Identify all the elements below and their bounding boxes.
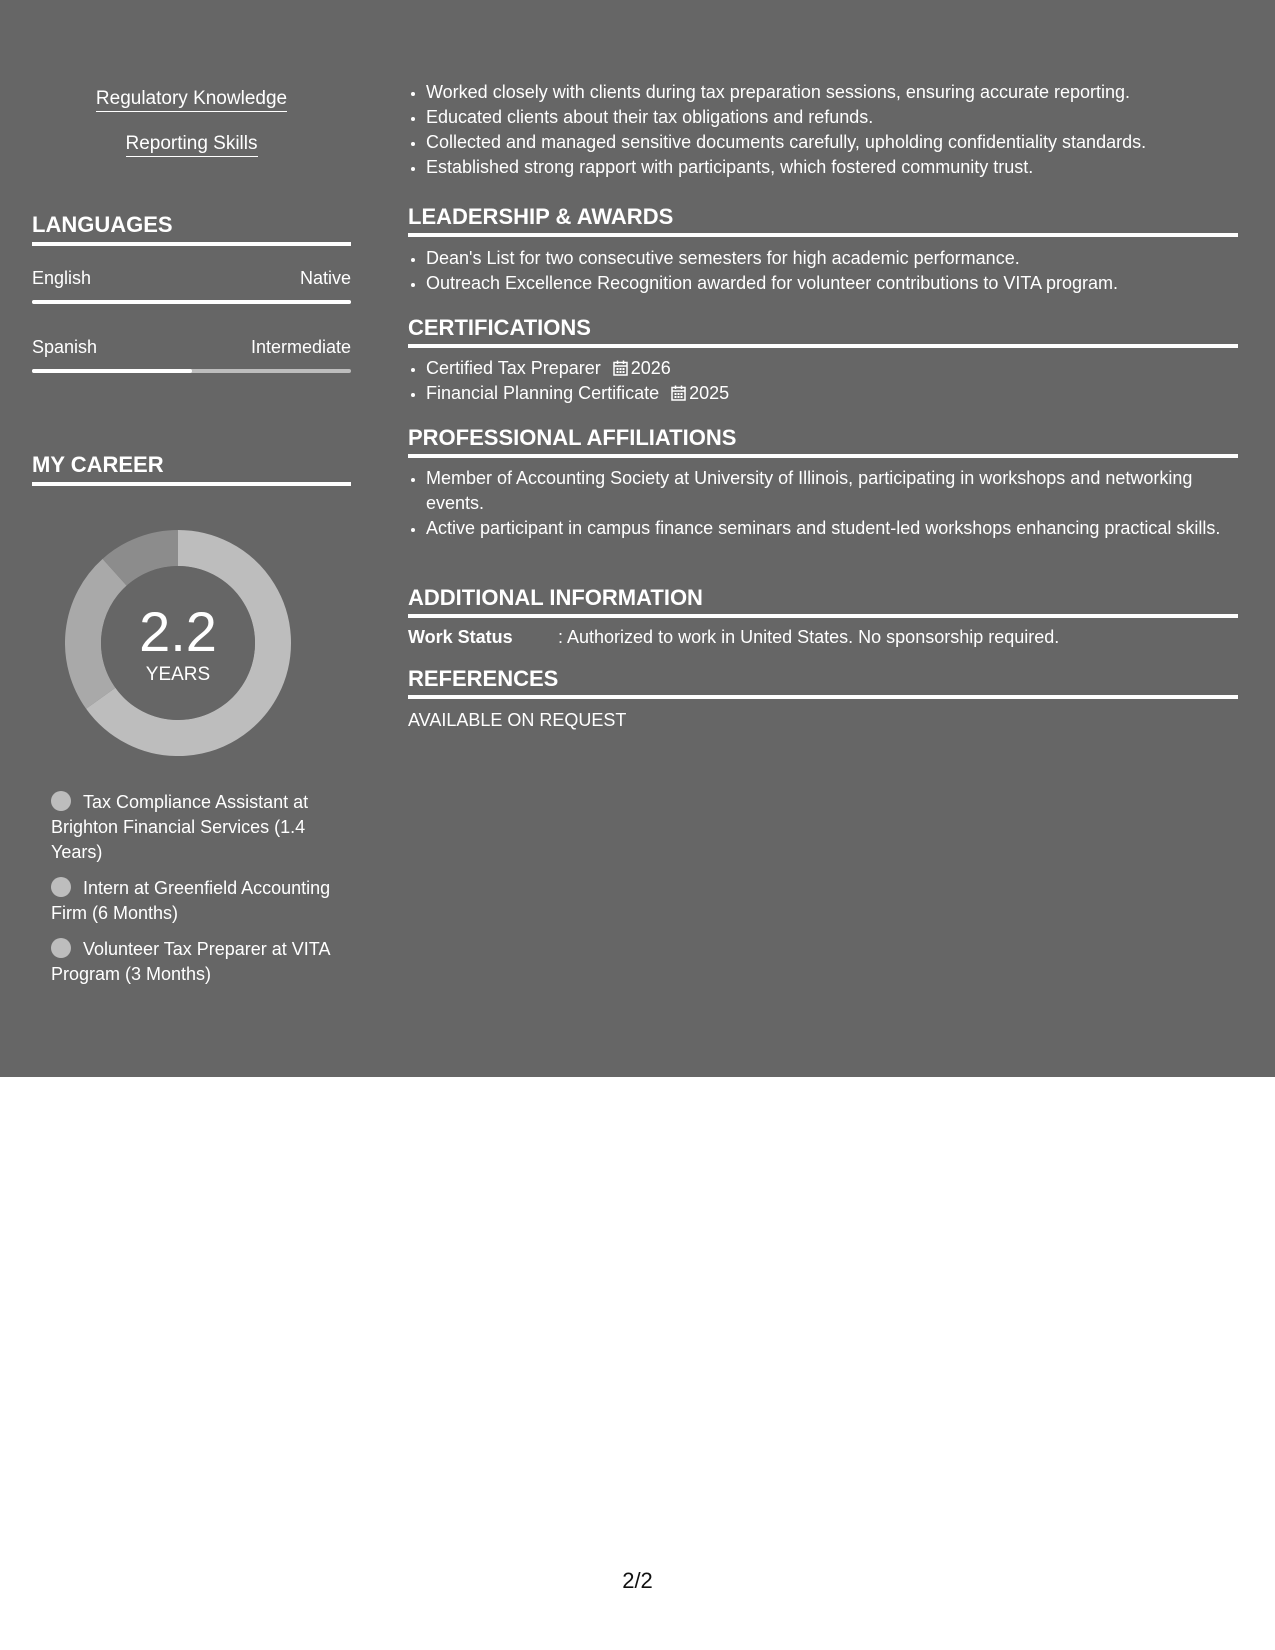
- language-level: Intermediate: [250, 337, 351, 357]
- career-total-years: 2.2: [139, 600, 217, 663]
- affiliations-list: [408, 466, 1238, 541]
- list-item: • Active participant in campus finance seminars and student-led workshops enhancing practical skills.: [426, 516, 1238, 541]
- work-status-value: : Authorized to work in United States. No sponsorship required.: [558, 627, 1060, 647]
- calendar-icon: [671, 385, 686, 401]
- legend-dot-icon: [51, 877, 71, 897]
- language-progress-bar: [32, 300, 351, 304]
- experience-bullets: [408, 80, 1238, 180]
- legend-dot-icon: [51, 791, 71, 811]
- list-item: • Certified Tax Preparer 2026: [426, 356, 1238, 381]
- references-heading: REFERENCES: [408, 666, 1238, 699]
- additional-info-heading: ADDITIONAL INFORMATION: [408, 585, 1238, 618]
- language-name: Spanish: [32, 337, 98, 357]
- language-progress-bar: [32, 369, 351, 373]
- certification-year: 2025: [689, 383, 730, 403]
- career-item: Intern at Greenfield Accounting Firm (6 Months): [51, 878, 331, 923]
- list-item: • Worked closely with clients during tax preparation sessions, ensuring accurate reporting.: [426, 80, 1238, 105]
- list-item: • Outreach Excellence Recognition awarded for volunteer contributions to VITA program.: [426, 271, 1238, 296]
- list-item: • Member of Accounting Society at University of Illinois, participating in workshops and networking events.: [426, 466, 1238, 516]
- page-number: 2/2: [622, 1568, 653, 1593]
- skill-item: Regulatory Knowledge: [32, 88, 351, 110]
- language-name: English: [32, 268, 92, 288]
- leadership-heading: LEADERSHIP & AWARDS: [408, 204, 1238, 237]
- career-item: Volunteer Tax Preparer at VITA Program (3 Months): [51, 939, 330, 984]
- career-unit: YEARS: [145, 664, 211, 685]
- work-status-row: [408, 627, 1238, 653]
- language-progress-fill: [32, 369, 192, 373]
- list-item: • Dean's List for two consecutive semesters for high academic performance.: [426, 246, 1238, 271]
- work-status-label: Work Status: [408, 627, 513, 647]
- list-item: • Collected and managed sensitive documents carefully, upholding confidentiality standards.: [426, 130, 1238, 155]
- career-donut-chart: [65, 530, 291, 756]
- skill-item: Reporting Skills: [32, 133, 351, 155]
- calendar-icon: [613, 360, 628, 376]
- certifications-list: [408, 356, 1238, 406]
- language-level: Native: [299, 268, 351, 288]
- list-item: • Educated clients about their tax obligations and refunds.: [426, 105, 1238, 130]
- certification-year: 2026: [630, 358, 671, 378]
- affiliations-heading: PROFESSIONAL AFFILIATIONS: [408, 425, 1238, 458]
- list-item: • Established strong rapport with participants, which fostered community trust.: [426, 155, 1238, 180]
- languages-heading: LANGUAGES: [32, 212, 351, 246]
- language-progress-fill: [32, 300, 351, 304]
- career-item: Tax Compliance Assistant at Brighton Financial Services (1.4 Years): [51, 792, 309, 862]
- leadership-list: [408, 246, 1238, 296]
- certifications-heading: CERTIFICATIONS: [408, 315, 1238, 348]
- references-text: AVAILABLE ON REQUEST: [408, 710, 627, 730]
- career-heading: MY CAREER: [32, 452, 351, 486]
- legend-dot-icon: [51, 938, 71, 958]
- list-item: • Financial Planning Certificate 2025: [426, 381, 1238, 406]
